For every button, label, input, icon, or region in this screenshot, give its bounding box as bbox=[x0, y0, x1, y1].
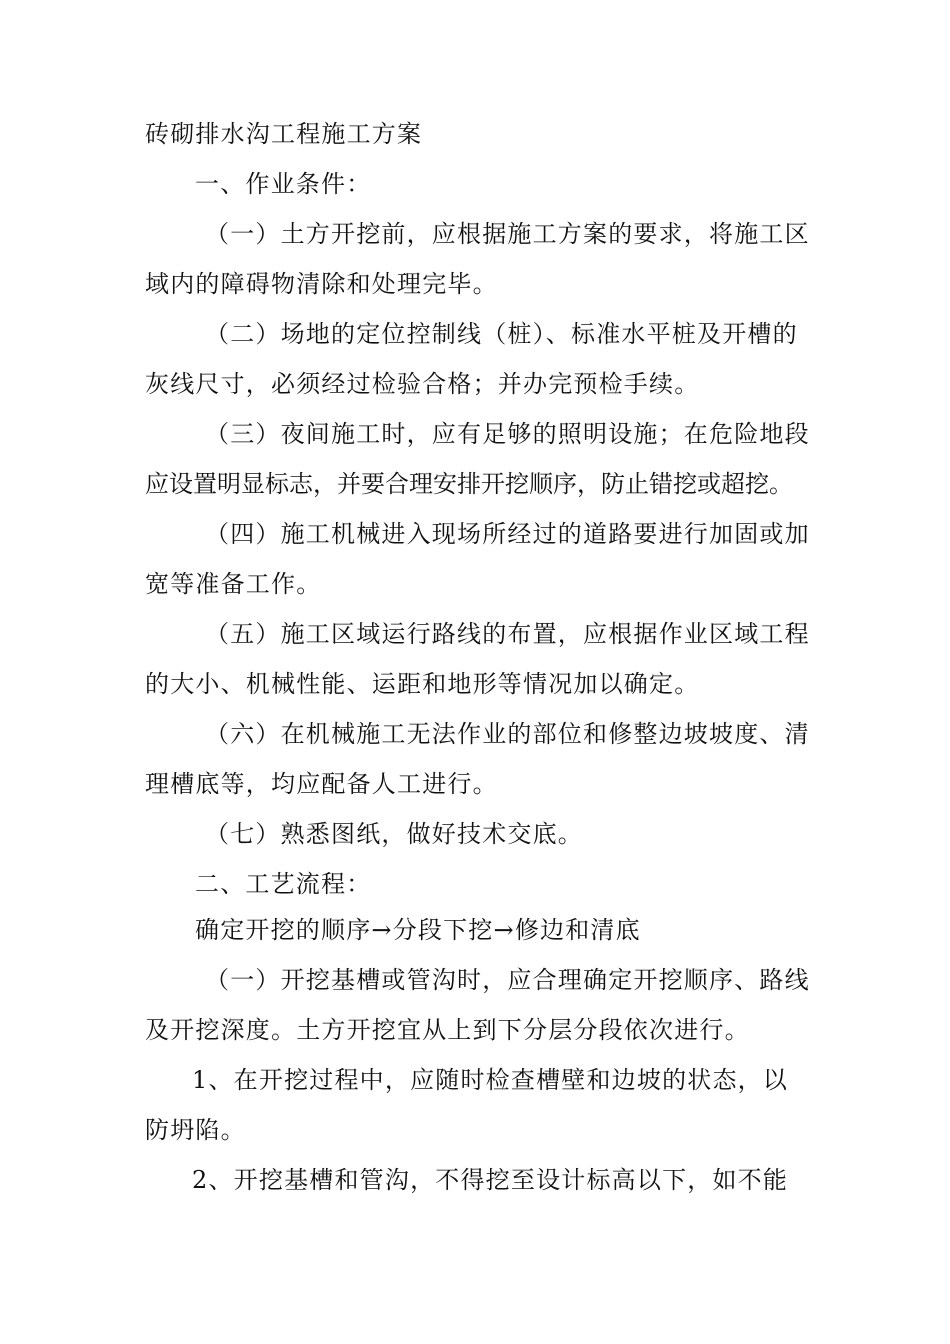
paragraph-line: 应设置明显标志，并要合理安排开挖顺序，防止错挖或超挖。 bbox=[145, 470, 793, 498]
paragraph-line: 宽等准备工作。 bbox=[145, 570, 322, 598]
paragraph-line: 的大小、机械性能、运距和地形等情况加以确定。 bbox=[145, 670, 700, 698]
paragraph-line: （三）夜间施工时，应有足够的照明设施；在危险地段 bbox=[205, 420, 810, 448]
paragraph-line: （一）开挖基槽或管沟时，应合理确定开挖顺序、路线 bbox=[205, 966, 810, 994]
process-flow: 确定开挖的顺序→分段下挖→修边和清底 bbox=[195, 916, 641, 944]
paragraph-line: 1、在开挖过程中，应随时检查槽壁和边坡的状态，以 bbox=[192, 1066, 789, 1094]
document-title: 砖砌排水沟工程施工方案 bbox=[145, 120, 423, 148]
paragraph-line: （一）土方开挖前，应根据施工方案的要求，将施工区 bbox=[205, 220, 810, 248]
section-heading-process: 二、工艺流程： bbox=[195, 870, 372, 898]
paragraph-line: 2、开挖基槽和管沟，不得挖至设计标高以下，如不能 bbox=[192, 1166, 789, 1194]
paragraph-line: （六）在机械施工无法作业的部位和修整边坡坡度、清 bbox=[205, 720, 810, 748]
paragraph-line: （四）施工机械进入现场所经过的道路要进行加固或加 bbox=[205, 520, 810, 548]
paragraph-line: 域内的障碍物清除和处理完毕。 bbox=[145, 270, 498, 298]
paragraph-line: （七）熟悉图纸，做好技术交底。 bbox=[205, 820, 583, 848]
paragraph-line: （五）施工区域运行路线的布置，应根据作业区域工程 bbox=[205, 620, 810, 648]
section-heading-conditions: 一、作业条件： bbox=[195, 170, 372, 198]
paragraph-line: 及开挖深度。土方开挖宜从上到下分层分段依次进行。 bbox=[145, 1016, 750, 1044]
paragraph-line: 灰线尺寸，必须经过检验合格；并办完预检手续。 bbox=[145, 370, 700, 398]
paragraph-line: 防坍陷。 bbox=[145, 1116, 246, 1144]
paragraph-line: 理槽底等，均应配备人工进行。 bbox=[145, 770, 498, 798]
paragraph-line: （二）场地的定位控制线（桩）、标准水平桩及开槽的 bbox=[205, 320, 798, 348]
